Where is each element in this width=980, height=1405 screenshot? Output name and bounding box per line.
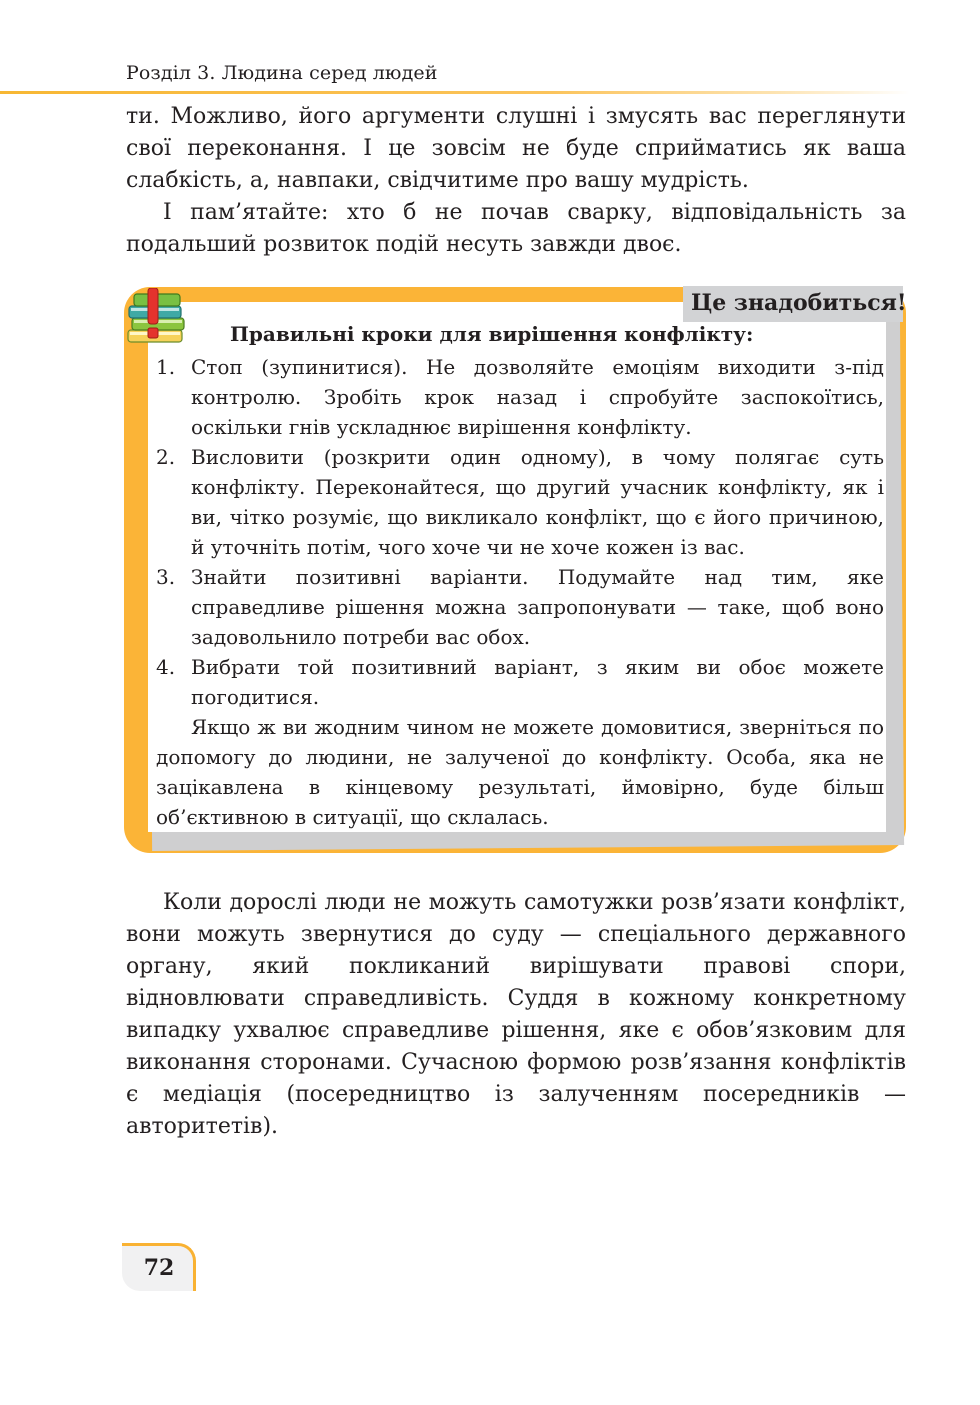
intro-paragraph-2: І пам’ятайте: хто б не почав сварку, відповідальність за подальший розвиток подій несуть завжди двоє. <box>126 200 906 257</box>
step-text: Знайти позитивні варіанти. Подумайте над тим, яке справедливе рішення можна запропонувати — таке, щоб воно задовольнило потреби вас обох. <box>191 565 884 649</box>
callout-title: Правильні кроки для вирішення конфлікту: <box>230 322 754 346</box>
callout-note: Якщо ж ви жодним чином не можете домовитися, зверніться по допомогу до людини, не залученої до конфлікту. Особа, яка не зацікавлена в кінцевому результаті, ймовірно, буде більш об’єктивною в ситуації, що склалась. <box>156 715 884 829</box>
page-number: 72 <box>143 1255 175 1281</box>
page-number-tab <box>122 1243 196 1291</box>
intro-paragraph-1: ти. Можливо, його аргументи слушні і змусять вас переглянути свої переконання. І це зовсім не буде сприйматись як ваша слабкість, а, навпаки, свідчитиме про вашу мудрість. <box>126 104 906 193</box>
header-rule <box>0 91 910 94</box>
step-item <box>156 442 884 562</box>
step-item <box>156 352 884 442</box>
running-head: Розділ 3. Людина серед людей <box>126 62 438 84</box>
step-item <box>156 562 884 652</box>
intro-text <box>126 101 906 261</box>
body-paragraph: Коли дорослі люди не можуть самотужки розв’язати конфлікт, вони можуть звернутися до суду — спеціального державного органу, який покликаний вирішувати правові спори, відновлювати справедливість. Суддя в кожному конкретному випадку ухвалює справедливе рішення, яке є обов’язковим для виконання сторонами. Сучасною формою розв’язання конфліктів є медіація (посередництво із залученням посередників — авторитетів). <box>126 890 906 1139</box>
callout-tag <box>683 286 907 322</box>
step-text: Стоп (зупинитися). Не дозволяйте емоціям виходити з-під контролю. Зробіть крок назад і спробуйте заспокоїтись, оскільки гнів ускладнює вирішення конфлікту. <box>191 355 884 439</box>
step-number: 2. <box>156 445 176 469</box>
step-text: Висловити (розкрити один одному), в чому полягає суть конфлікту. Переконайтеся, що другий учасник конфлікту, як і ви, чітко розуміє, що викликало конфлікт, що є його причиною, й уточніть потім, чого хоче чи не хоче кожен із вас. <box>191 445 884 559</box>
callout-tag-label: Це знадобиться! <box>691 290 907 316</box>
step-number: 1. <box>156 355 176 379</box>
books-exclamation-icon <box>126 288 192 346</box>
step-item <box>156 652 884 712</box>
steps-list <box>156 352 884 832</box>
step-number: 3. <box>156 565 176 589</box>
body-text <box>126 887 906 1143</box>
step-text: Вибрати той позитивний варіант, з яким ви обоє можете погодитися. <box>191 655 884 709</box>
step-number: 4. <box>156 655 176 679</box>
